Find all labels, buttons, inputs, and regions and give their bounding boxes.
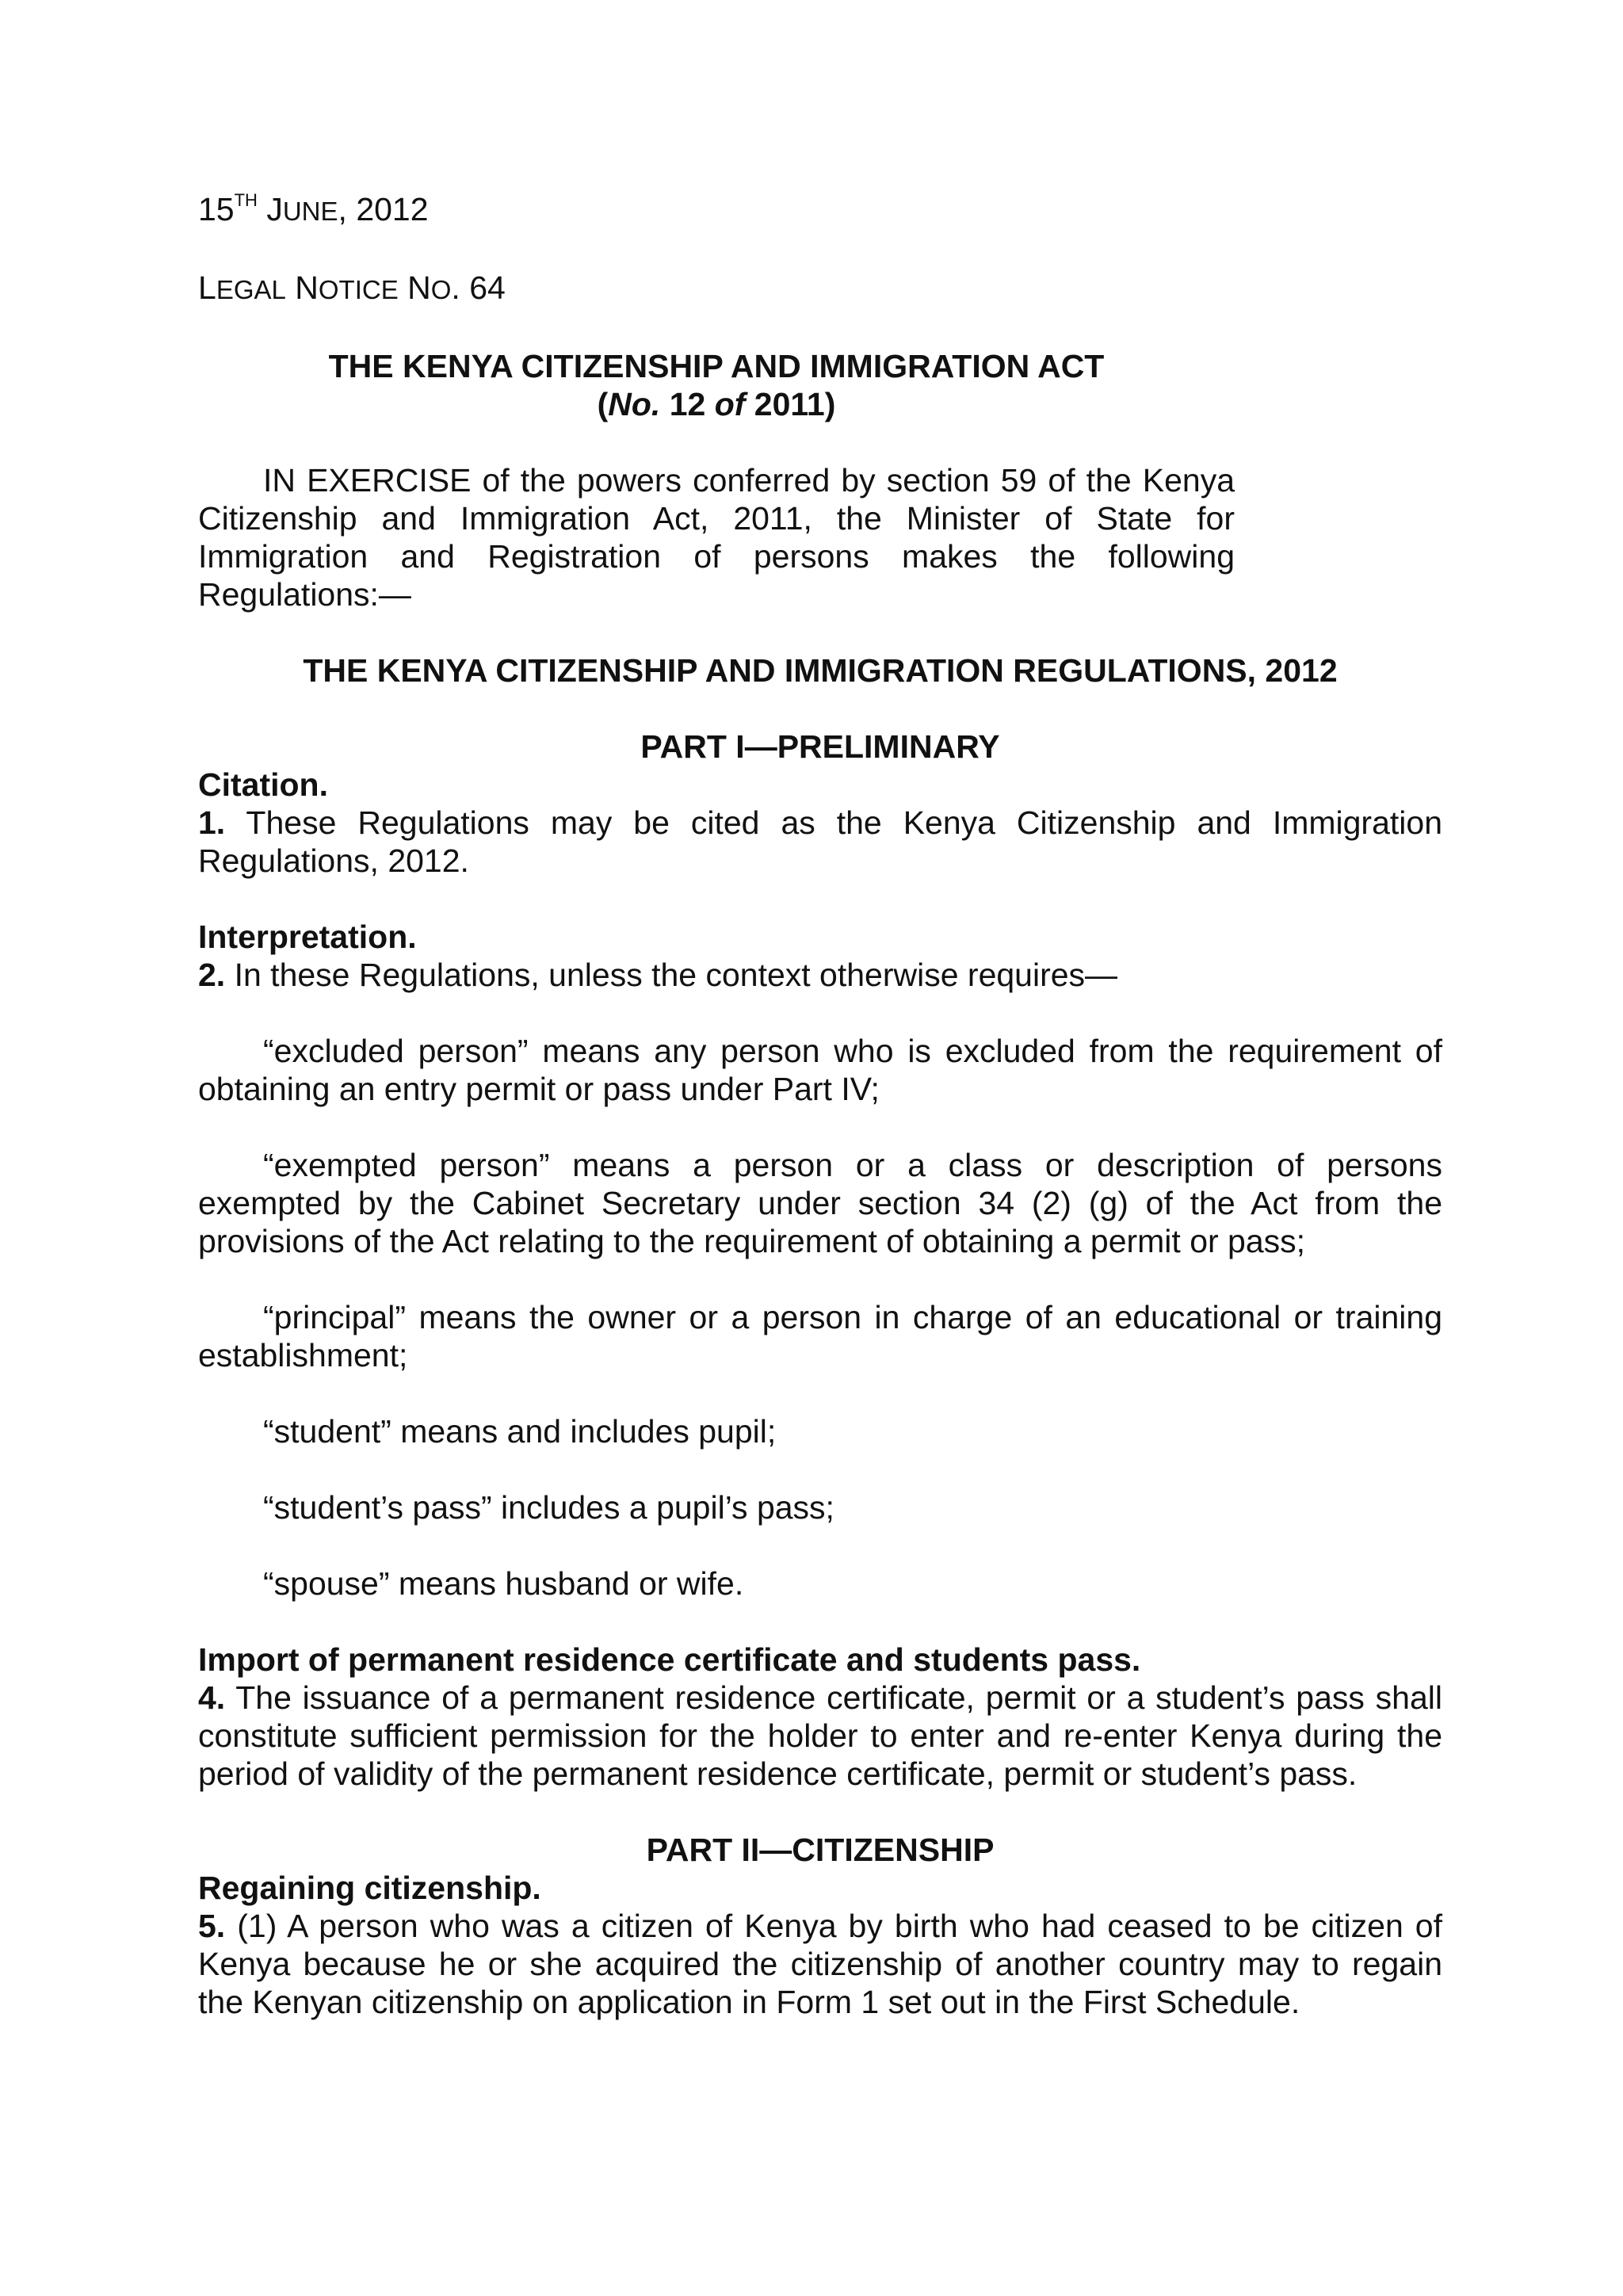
- act-num: 12: [660, 386, 715, 422]
- citation-text: These Regulations may be cited as the Kenya Citizenship and Immigration Regulations, 2012.: [198, 804, 1442, 879]
- citation-number: 1.: [198, 804, 226, 841]
- regulations-title: THE KENYA CITIZENSHIP AND IMMIGRATION REGULATIONS, 2012: [303, 652, 1338, 689]
- interpretation-text: In these Regulations, unless the context otherwise requires—: [225, 957, 1118, 993]
- date-superscript: TH: [234, 190, 258, 210]
- definition-principal: “principal” means the owner or a person in charge of an educational or training establishment;: [198, 1299, 1442, 1373]
- notice-word2-initial: N: [295, 269, 319, 306]
- regaining-citizenship-paragraph: [198, 1907, 1442, 2021]
- part-1-title: PART I—PRELIMINARY: [640, 728, 1000, 765]
- notice-number: . 64: [451, 269, 506, 306]
- notice-date: [198, 190, 1442, 231]
- interpretation-paragraph: [198, 956, 1442, 994]
- citation-paragraph: [198, 804, 1442, 880]
- act-no-label: No.: [608, 386, 661, 422]
- notice-word1-rest: EGAL: [216, 275, 286, 304]
- import-text: The issuance of a permanent residence certificate, permit or a student’s pass shall constitute sufficient permission for the holder to enter and re-enter Kenya during the period of validity of the permanent residence certificate, permit or student’s pass.: [198, 1679, 1442, 1792]
- definition-student: “student” means and includes pupil;: [263, 1413, 777, 1450]
- regaining-citizenship-heading: Regaining citizenship.: [198, 1870, 541, 1906]
- preamble: IN EXERCISE of the powers conferred by section 59 of the Kenya Citizenship and Immigration Act, 2011, the Minister of State for Immigration and Registration of persons makes the following Regulations:—: [198, 462, 1235, 613]
- import-heading: Import of permanent residence certificate and students pass.: [198, 1641, 1141, 1678]
- act-open-paren: (: [597, 386, 609, 422]
- date-month-initial: J: [266, 191, 283, 227]
- definition-spouse: “spouse” means husband or wife.: [263, 1565, 744, 1602]
- regaining-number: 5.: [198, 1908, 226, 1944]
- legal-notice-number: [198, 269, 1442, 309]
- regaining-text: (1) A person who was a citizen of Kenya by birth who had ceased to be citizen of Kenya because he or she acquired the citizenship of another country may to regain the Kenyan citizenship on application in Form 1 set out in the First Schedule.: [198, 1908, 1442, 2020]
- legal-notice-page: [198, 190, 1442, 2021]
- notice-word2-rest: OTICE: [318, 275, 399, 304]
- act-number: [198, 385, 1235, 423]
- interpretation-number: 2.: [198, 957, 226, 993]
- citation-heading: Citation.: [198, 766, 328, 803]
- date-day: 15: [198, 191, 235, 227]
- act-year: 2011): [745, 386, 836, 422]
- import-paragraph: [198, 1679, 1442, 1793]
- act-title: THE KENYA CITIZENSHIP AND IMMIGRATION ACT: [328, 348, 1105, 384]
- notice-word3-initial: N: [407, 269, 431, 306]
- definition-exempted-person: “exempted person” means a person or a class or description of persons exempted by the Cabinet Secretary under section 34 (2) (g) of the Act from the provisions of the Act relating to the requirement of obtaining a permit or pass;: [198, 1147, 1442, 1259]
- definition-excluded-person: “excluded person” means any person who is excluded from the requirement of obtaining an entry permit or pass under Part IV;: [198, 1033, 1442, 1107]
- act-of-label: of: [714, 386, 746, 422]
- import-number: 4.: [198, 1679, 226, 1716]
- notice-word3-rest: O: [430, 275, 452, 304]
- notice-word1-initial: L: [198, 269, 216, 306]
- part-2-title: PART II—CITIZENSHIP: [646, 1832, 995, 1868]
- date-month-rest: UNE: [282, 197, 338, 226]
- date-year: , 2012: [338, 191, 429, 227]
- definition-students-pass: “student’s pass” includes a pupil’s pass;: [263, 1489, 834, 1526]
- interpretation-heading: Interpretation.: [198, 919, 417, 955]
